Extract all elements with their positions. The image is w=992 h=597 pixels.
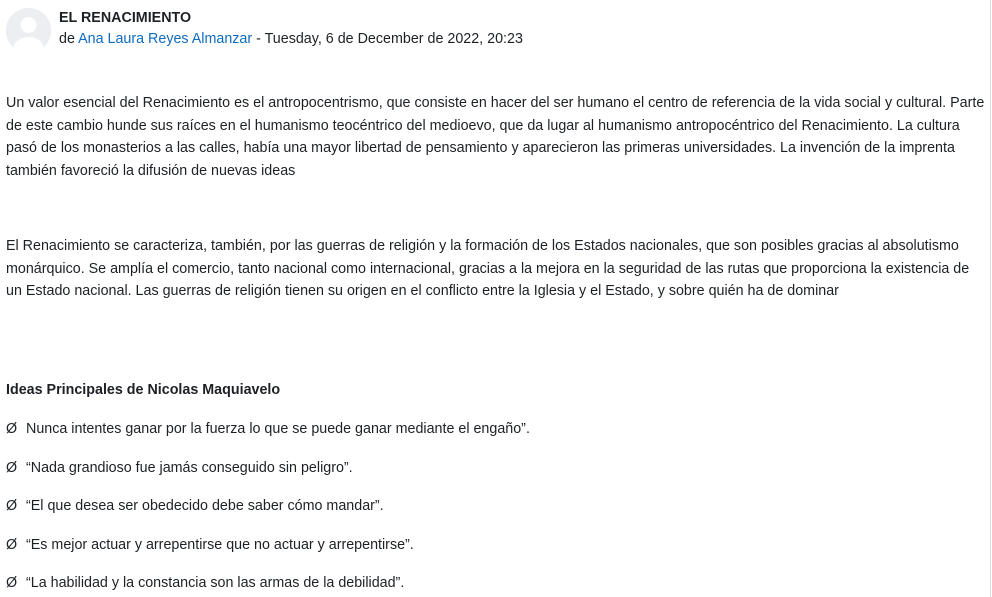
idea-item (6, 496, 384, 516)
author-link[interactable]: Ana Laura Reyes Almanzar (78, 31, 253, 47)
avatar-silhouette-icon (6, 8, 51, 53)
bullet-symbol: Ø (6, 460, 18, 476)
bullet-symbol: Ø (6, 498, 18, 514)
post-subject: EL RENACIMIENTO (59, 10, 192, 26)
paragraph-2: El Renacimiento se caracteriza, también, por las guerras de religión y la formación de los Estados nacionales, que son posibles gracias al absolutismo monárquico. Se amplía el comercio, tanto nacional como internacional, gracias a la mejora en la seguridad de las rutas que proporciona la existencia de un Estado nacional. Las guerras de religión tienen su origen en el conflicto entre la Iglesia y el Estado, y sobre quién ha de dominar (6, 238, 970, 299)
bullet-symbol: Ø (6, 421, 18, 437)
bullet-symbol: Ø (6, 575, 18, 591)
ideas-heading: Ideas Principales de Nicolas Maquiavelo (6, 382, 281, 398)
idea-text: “Nada grandioso fue jamás conseguido sin peligro”. (26, 460, 353, 476)
bullet-symbol: Ø (6, 537, 18, 553)
idea-item (6, 458, 353, 478)
idea-item (6, 419, 530, 439)
user-avatar-icon[interactable] (6, 8, 51, 53)
idea-text: “El que desea ser obedecido debe saber cómo mandar”. (26, 498, 384, 514)
paragraph-1: Un valor esencial del Renacimiento es el antropocentrismo, que consiste en hacer del ser humano el centro de referencia de la vida social y cultural. Parte de este cambio hunde sus raíces en el humanismo teocéntrico del medioevo, que da lugar al humanismo antropocéntrico del Renacimiento. La cultura pasó de los monasterios a las calles, había una mayor libertad de pensamiento y aparecieron las primeras universidades. La invención de la imprenta también favoreció la difusión de nuevas ideas (6, 95, 985, 179)
post-datetime: Tuesday, 6 de December de 2022, 20:23 (264, 31, 523, 47)
idea-item (6, 573, 404, 593)
idea-text: Nunca intentes ganar por la fuerza lo que se puede ganar mediante el engaño”. (26, 421, 530, 437)
idea-text: “Es mejor actuar y arrepentirse que no actuar y arrepentirse”. (26, 537, 414, 553)
post-byline (59, 30, 523, 48)
idea-item (6, 535, 414, 555)
idea-text: “La habilidad y la constancia son las armas de la debilidad”. (26, 575, 405, 591)
byline-separator: - (252, 31, 265, 47)
byline-prefix: de (59, 31, 75, 47)
